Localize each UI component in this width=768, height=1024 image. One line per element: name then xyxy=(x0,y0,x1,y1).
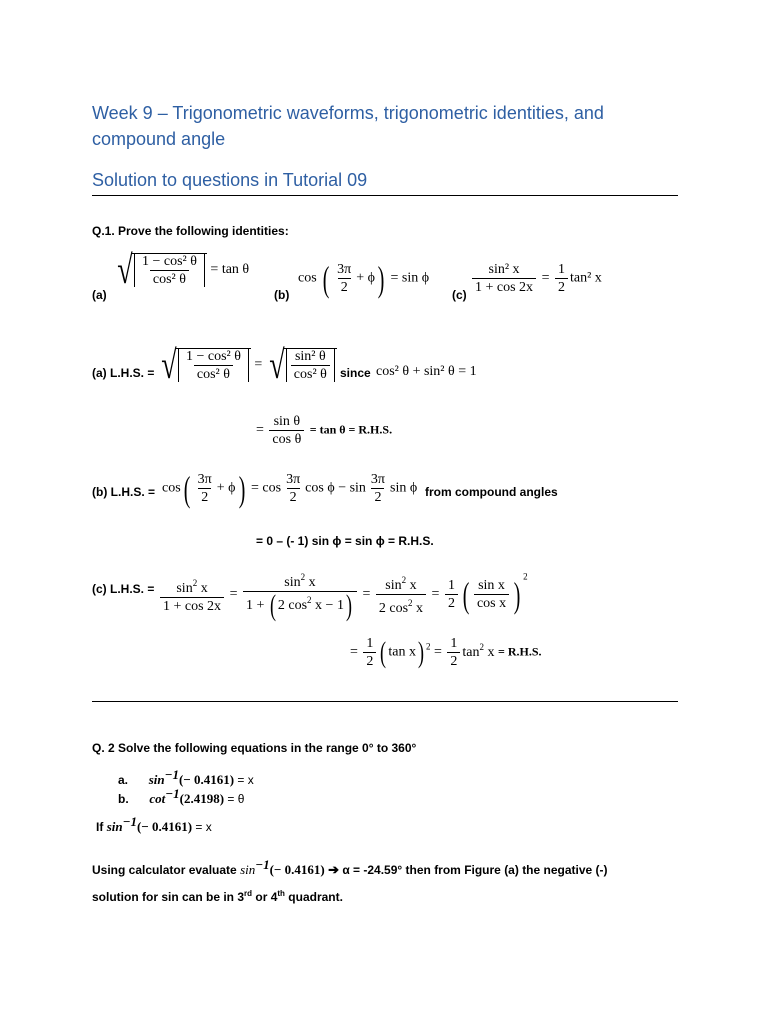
q1-label-a: (a) xyxy=(92,288,107,302)
q2-item-a-marker: a. xyxy=(118,773,129,787)
identity-b-den: 2 xyxy=(338,278,351,295)
sol-a-line2-den: cos θ xyxy=(269,430,304,447)
identity-a xyxy=(114,247,250,292)
page-subtitle: Solution to questions in Tutorial 09 xyxy=(92,170,368,190)
q2-prompt: Q. 2 Solve the following equations in the range 0° to 360° xyxy=(92,741,417,755)
page-title-line2: compound angle xyxy=(92,129,226,149)
q1-prompt: Q.1. Prove the following identities: xyxy=(92,224,289,238)
identity-b-rhs: = sin ϕ xyxy=(390,270,430,286)
q2-item-b-marker: b. xyxy=(118,792,129,806)
ord-rd: rd xyxy=(244,889,253,898)
sol-c-label: (c) L.H.S. = xyxy=(92,582,155,596)
q1-label-b: (b) xyxy=(274,288,290,302)
q2-if-rhs: = x xyxy=(195,820,212,834)
identity-b-plus: + ϕ xyxy=(356,270,376,286)
page-title xyxy=(92,100,604,152)
sol-c-line2-rhs: = R.H.S. xyxy=(498,644,542,659)
q2-if-line: If sin−1(− 0.4161) = x xyxy=(96,814,212,834)
identity-c-eq: = xyxy=(541,270,550,286)
q2-calc-line: Using calculator evaluate sin−1(− 0.4161) ➔ α = -24.59° then from Figure (a) the negative (-) xyxy=(92,857,608,877)
sol-a-num2: sin² θ xyxy=(294,349,326,364)
identity-c-rhs: tan² x xyxy=(569,270,602,286)
sol-b-note: from compound angles xyxy=(425,485,558,499)
identity-a-num: 1 − cos² θ xyxy=(141,254,197,269)
q2-item-a: a. sin−1(− 0.4161) = x xyxy=(118,767,254,787)
sol-a-den1: cos² θ xyxy=(194,365,233,382)
q2-item-b: b. cot−1(2.4198) = θ xyxy=(118,786,245,806)
divider-middle xyxy=(92,701,678,702)
q2-calc-result: α = -24.59° then from Figure (a) the negative (-) xyxy=(342,863,608,877)
sqrt-a: √ $\frac{\text{1 − cos² θ}}{\text{cos² θ}}$ xyxy=(114,250,207,290)
sol-b-expr: cos( $\frac{3\pi}{2}$ + ϕ) = cos $\frac{3\pi}{2}$ cos ϕ − sin $\frac{3\pi}{2}$ sin ϕ xyxy=(162,468,418,509)
q2-item-a-func: sin xyxy=(148,772,165,787)
sol-c-line2: = $\frac{1}{2}$ ( tan x) $^2$ = $\frac{1}{2}$ $\tan^2 x = R.H.S$. xyxy=(350,635,542,669)
arrow-right-icon: ➔ xyxy=(328,862,339,877)
identity-c xyxy=(470,262,602,295)
q1-label-c: (c) xyxy=(452,288,467,302)
sol-a-eq: = xyxy=(254,357,263,373)
identity-b-func: cos xyxy=(298,270,317,286)
q2-item-b-rhs: = θ xyxy=(227,792,245,806)
identity-b: cos ( $\frac{3\pi}{2}$ + ϕ) = sin ϕ xyxy=(298,258,430,299)
sol-a-num1: 1 − cos² θ xyxy=(185,349,241,364)
sol-a-expr: √ $\frac{\text{1 − cos² θ}}{\text{cos² θ}}$ = √ $\frac{\text{sin² θ}}{\text{cos² θ}}$ xyxy=(158,345,337,385)
identity-c-num: sin² x xyxy=(488,262,520,277)
page-title-line1: Week 9 – Trigonometric waveforms, trigonometric identities, and xyxy=(92,103,604,123)
q2-item-b-func: cot xyxy=(149,791,166,806)
q2-calc-prefix: Using calculator evaluate xyxy=(92,863,237,877)
sol-a-since-expr: cos² θ + sin² θ = 1 xyxy=(376,364,477,379)
q2-if-label: If xyxy=(96,820,104,834)
sol-a-label: (a) L.H.S. = xyxy=(92,366,155,380)
identity-c-half-den: 2 xyxy=(555,278,568,295)
identity-a-den: cos² θ xyxy=(150,270,189,287)
q2-calc-line2-a: solution for sin can be in 3 xyxy=(92,890,245,904)
sol-c-expr: $\frac{\sin^2 x}{1 + \cos 2x}$ = $\frac{\sin^2 x}{1 + ( 2 \cos^2 x - 1)}$ = $\frac{\sin^2 x}{2 \cos^2 x}$ = $\frac{1}{2}$ ( $\frac{\text{sin x}}{\text{cos x}}$ ) $^2$ xyxy=(158,570,528,619)
identity-c-half-num: 1 xyxy=(557,262,565,277)
q2-item-a-rhs: = x xyxy=(237,773,254,787)
sol-a-line2 xyxy=(256,414,392,447)
identity-b-num: 3π xyxy=(337,262,352,277)
sol-a-line2-rhs: = tan θ = R.H.S. xyxy=(309,422,393,437)
sol-a-since: since xyxy=(340,366,371,380)
identity-a-rhs: = tan θ xyxy=(210,262,250,278)
sol-a-line2-eq: = xyxy=(256,422,264,438)
q2-calc-line2 xyxy=(92,889,343,904)
ord-th: th xyxy=(277,889,285,898)
q2-item-a-arg: (− 0.4161) xyxy=(179,772,235,787)
q2-calc-line2-b: or 4 xyxy=(255,890,278,904)
divider-top xyxy=(92,195,678,196)
q2-item-b-arg: (2.4198) xyxy=(179,791,225,806)
sol-a-den2: cos² θ xyxy=(291,365,330,382)
sol-a-line2-num: sin θ xyxy=(273,414,301,429)
q2-calc-line2-c: quadrant. xyxy=(288,890,343,904)
sol-b-label: (b) L.H.S. = xyxy=(92,485,155,499)
identity-c-den: 1 + cos 2x xyxy=(472,278,536,295)
sol-b-line2: = 0 – (- 1) sin ϕ = sin ϕ = R.H.S. xyxy=(256,534,434,548)
